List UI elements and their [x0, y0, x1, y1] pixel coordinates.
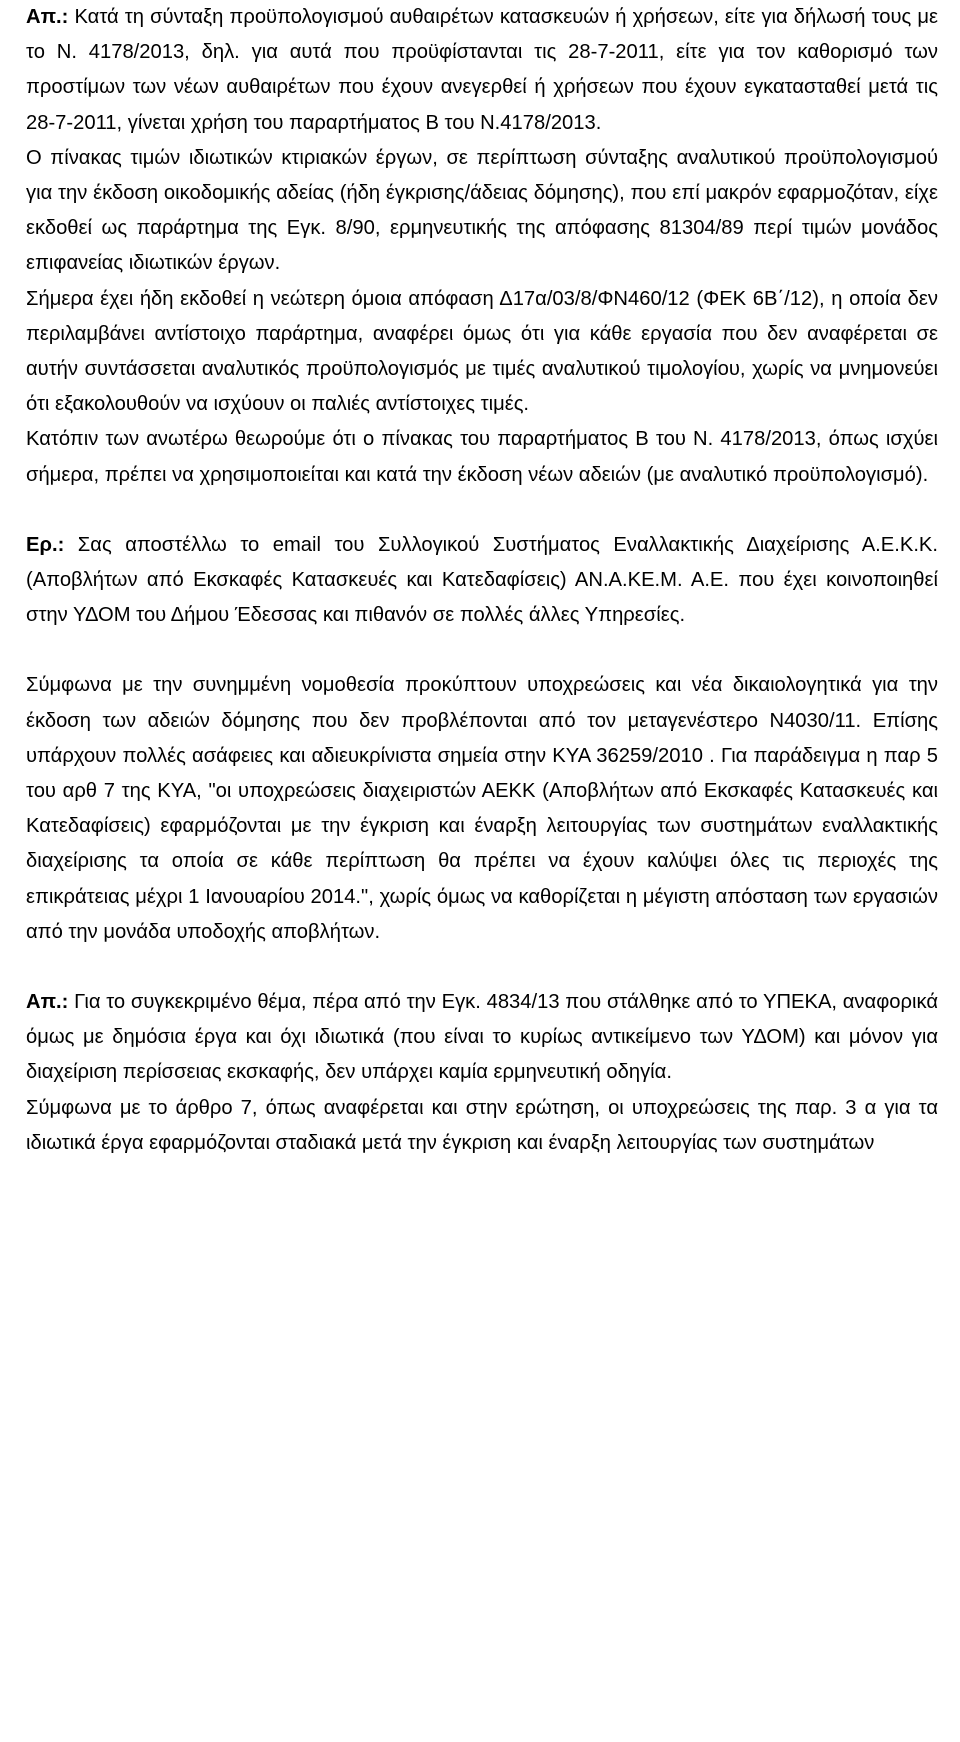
- paragraph-text: Κατόπιν των ανωτέρω θεωρούμε ότι ο πίνακας του παραρτήματος Β του Ν. 4178/2013, όπως ισχύει σήμερα, πρέπει να χρησιμοποιείται και κατά την έκδοση νέων αδειών (με αναλυτικό προϋπολογισμό).: [26, 428, 938, 486]
- answer-label: Απ.:: [26, 6, 69, 28]
- paragraph-text: Σύμφωνα με το άρθρο 7, όπως αναφέρεται και στην ερώτηση, οι υποχρεώσεις της παρ. 3 α για τα ιδιωτικά έργα εφαρμόζονται σταδιακά μετά την έγκριση και έναρξη λειτουργίας των συστημάτων: [26, 1096, 938, 1154]
- answer-paragraph-2: [26, 985, 938, 1091]
- article-7-paragraph: [26, 1091, 938, 1161]
- paragraph-text: Για το συγκεκριμένο θέμα, πέρα από την Εγκ. 4834/13 που στάλθηκε από το ΥΠΕΚΑ, αναφορικά όμως με δημόσια έργα και όχι ιδιωτικά (που είναι το κυρίως αντικείμενο των ΥΔΟΜ) και μόνον για διαχείριση περίσσειας εκσκαφής, δεν υπάρχει καμία ερμηνευτική οδηγία.: [26, 991, 938, 1084]
- question-paragraph: [26, 528, 938, 634]
- paragraph-text: Σύμφωνα με την συνημμένη νομοθεσία προκύπτουν υποχρεώσεις και νέα δικαιολογητικά για την έκδοση των αδειών δόμησης που δεν προβλέπονται από τον μεταγενέστερο Ν4030/11. Επίσης υπάρχουν πολλές ασάφειες και αδιευκρίνιστα σημεία στην ΚΥΑ 36259/2010 . Για παράδειγμα η παρ 5 του αρθ 7 της ΚΥΑ, "οι υποχρεώσεις διαχειριστών ΑΕΚΚ (Αποβλήτων από Εκσκαφές Κατασκευές και Κατεδαφίσεις) εφαρμόζονται με την έγκριση και έναρξη λειτουργίας των συστημάτων εναλλακτικής διαχείρισης τα οποία σε κάθε περίπτωση θα πρέπει να έχουν καλύψει όλες τις περιοχές της επικράτειας μέχρι 1 Ιανουαρίου 2014.", χωρίς όμως να καθορίζεται η μέγιστη απόσταση των εργασιών από την μονάδα υποδοχής αποβλήτων.: [26, 674, 938, 943]
- legislation-paragraph: [26, 668, 938, 950]
- answer-label: Απ.:: [26, 991, 69, 1014]
- paragraph-text: Σήμερα έχει ήδη εκδοθεί η νεώτερη όμοια απόφαση Δ17α/03/8/ΦΝ460/12 (ΦΕΚ 6Β΄/12), η οποία δεν περιλαμβάνει αντίστοιχο παράρτημα, αναφέρει όμως ότι για κάθε εργασία που δεν αναφέρεται σε αυτήν συντάσσεται αναλυτικός προϋπολογισμός με τιμές αναλυτικού τιμολογίου, χωρίς να μνημονεύει ότι εξακολουθούν να ισχύουν οι παλιές αντίστοιχες τιμές.: [26, 287, 938, 416]
- price-table-paragraph: [26, 141, 938, 282]
- paragraph-spacer: [26, 633, 938, 668]
- paragraph-text: Κατά τη σύνταξη προϋπολογισμού αυθαιρέτων κατασκευών ή χρήσεων, είτε για δήλωσή τους με το Ν. 4178/2013, δηλ. για αυτά που προϋφίστανται τις 28-7-2011, είτε για τον καθορισμό των προστίμων των νέων αυθαιρέτων που έχουν ανεγερθεί ή χρήσεων που έχουν εγκατασταθεί μετά τις 28-7-2011, γίνεται χρήση του παραρτήματος Β του Ν.4178/2013.: [26, 6, 938, 134]
- answer-paragraph-1: [26, 0, 938, 141]
- paragraph-spacer: [26, 950, 938, 985]
- paragraph-text: Ο πίνακας τιμών ιδιωτικών κτιριακών έργων, σε περίπτωση σύνταξης αναλυτικού προϋπολογισμού για την έκδοση οικοδομικής αδείας (ήδη έγκρισης/άδειας δόμησης), που επί μακρόν εφαρμοζόταν, είχε εκδοθεί ως παράρτημα της Εγκ. 8/90, ερμηνευτικής της απόφασης 81304/89 περί τιμών μονάδος επιφανείας ιδιωτικών έργων.: [26, 146, 938, 275]
- question-label: Ερ.:: [26, 533, 65, 556]
- conclusion-paragraph: [26, 422, 938, 492]
- paragraph-spacer: [26, 493, 938, 528]
- new-decision-paragraph: [26, 282, 938, 423]
- paragraph-text: Σας αποστέλλω το email του Συλλογικού Συστήματος Εναλλακτικής Διαχείρισης Α.Ε.Κ.Κ. (Αποβλήτων από Εκσκαφές Κατασκευές και Κατεδαφίσεις) ΑΝ.Α.ΚΕ.Μ. Α.Ε. που έχει κοινοποιηθεί στην ΥΔΟΜ του Δήμου Έδεσσας και πιθανόν σε πολλές άλλες Υπηρεσίες.: [26, 533, 938, 627]
